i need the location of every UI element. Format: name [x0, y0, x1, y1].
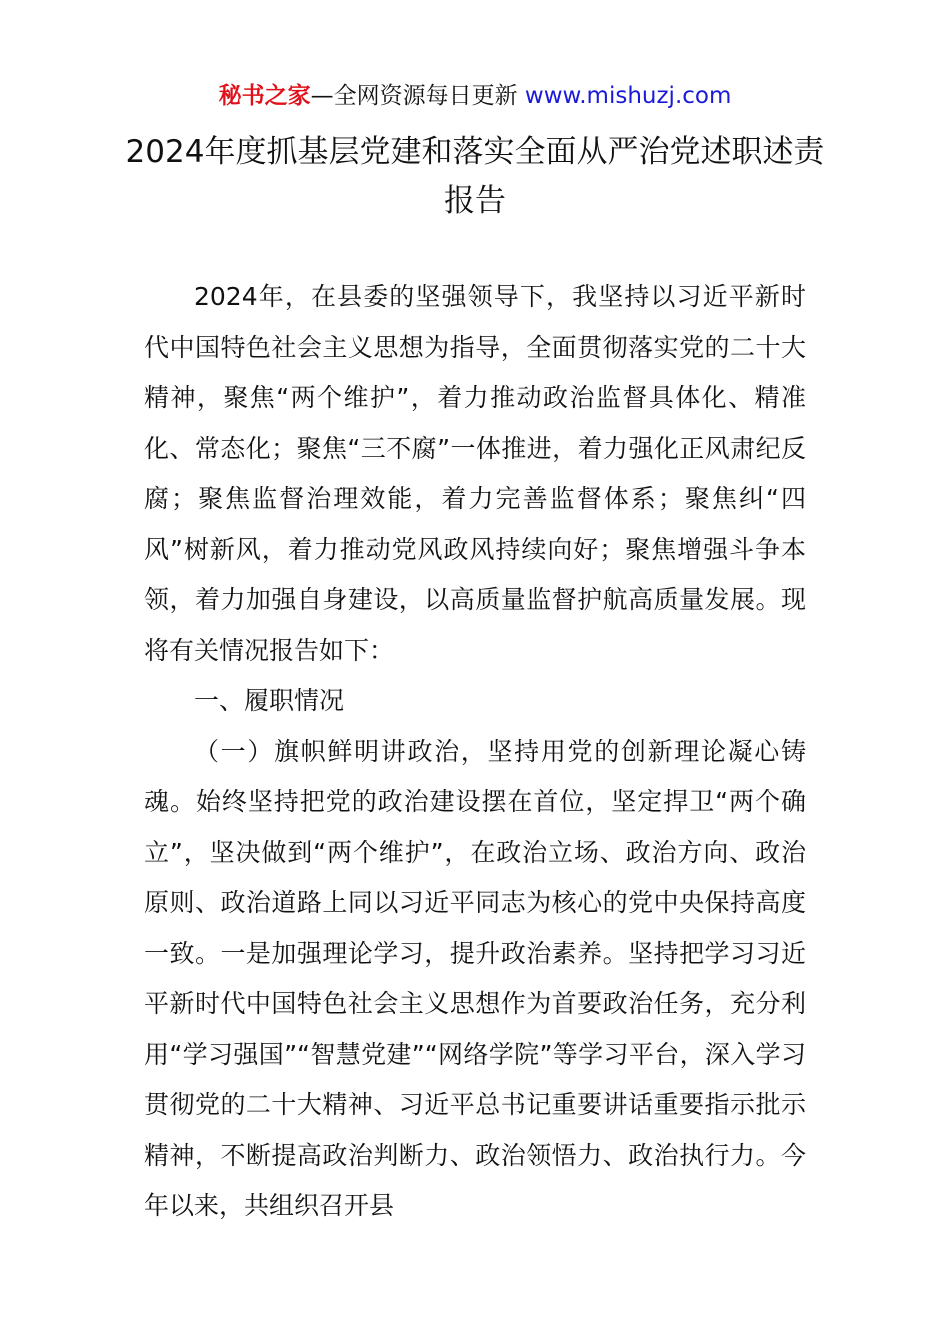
section-heading: 一、履职情况 — [194, 686, 345, 715]
site-url-link[interactable]: www.mishuzj.com — [524, 83, 732, 109]
site-header — [0, 80, 950, 112]
header-tagline: —全网资源每日更新 — [310, 83, 525, 109]
document-body — [144, 272, 806, 1232]
intro-paragraph: 2024年，在县委的坚强领导下，我坚持以习近平新时代中国特色社会主义思想为指导，全面贯彻落实党的二十大精神，聚焦“两个维护”，着力推动政治监督具体化、精准化、常态化；聚焦“三不腐”一体推进，着力强化正风肃纪反腐；聚焦监督治理效能，着力完善监督体系；聚焦纠“四风”树新风，着力推动党风政风持续向好；聚焦增强斗争本领，着力加强自身建设，以高质量监督护航高质量发展。现将有关情况报告如下： — [144, 282, 806, 665]
brand-name: 秘书之家 — [218, 83, 311, 109]
document-title: 2024年度抓基层党建和落实全面从严治党述职述责报告 — [125, 134, 825, 219]
body-paragraph: （一）旗帜鲜明讲政治，坚持用党的创新理论凝心铸魂。始终坚持把党的政治建设摆在首位，坚定捍卫“两个确立”，坚决做到“两个维护”，在政治立场、政治方向、政治原则、政治道路上同以习近平同志为核心的党中央保持高度一致。一是加强理论学习，提升政治素养。坚持把学习习近平新时代中国特色社会主义思想作为首要政治任务，充分利用“学习强国”“智慧党建”“网络学院”等学习平台，深入学习贯彻党的二十大精神、习近平总书记重要讲话重要指示批示精神，不断提高政治判断力、政治领悟力、政治执行力。今年以来，共组织召开县 — [144, 736, 806, 1220]
